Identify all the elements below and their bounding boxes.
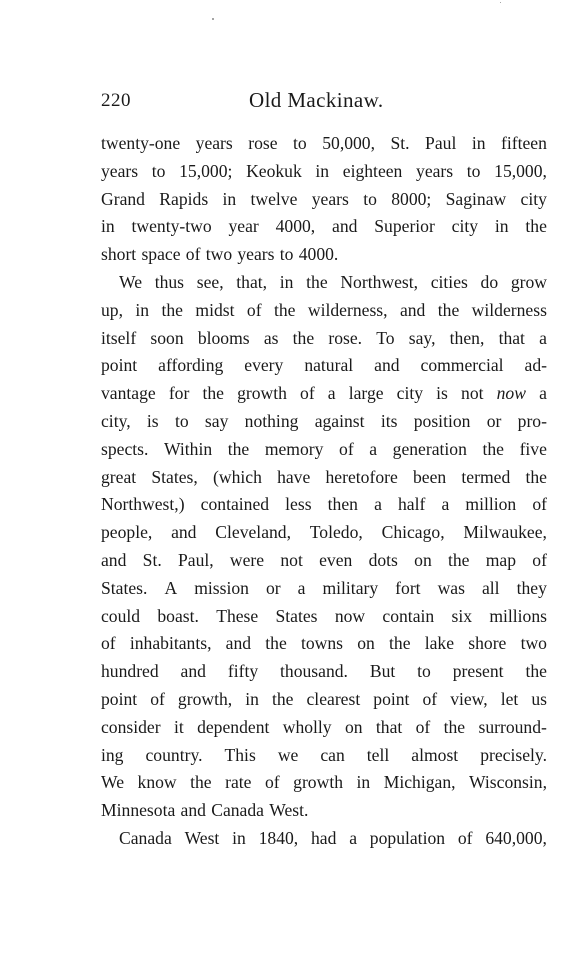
text-line: Northwest,) contained less then a half a million of [101,494,547,515]
running-head: Old Mackinaw. [249,88,384,112]
body-text [101,130,547,853]
text-line: twenty-one years rose to 50,000, St. Paul in fifteen [101,133,547,153]
text-line: We thus see, that, in the Northwest, cities do grow [119,271,547,292]
text-line: years to 15,000; Keokuk in eighteen years to 15,000, [101,160,547,181]
text-line: We know the rate of growth in Michigan, Wisconsin, [101,772,547,793]
text-line: itself soon blooms as the rose. To say, then, that a [101,327,547,348]
text-line: Canada West in 1840, had a population of 640,000, [119,827,547,848]
text-line: great States, (which have heretofore been termed the [101,466,547,487]
text-line: and St. Paul, were not even dots on the map of [101,549,547,570]
text-line: up, in the midst of the wilderness, and the wilderness [101,299,547,320]
print-speck [212,18,214,20]
text-line: Grand Rapids in twelve years to 8000; Saginaw city [101,188,547,209]
text-line: consider it dependent wholly on that of the surround- [101,716,547,737]
text-line: hundred and fifty thousand. But to present the [101,661,547,682]
text-line: point affording every natural and commercial ad- [101,355,547,376]
text-line: short space of two years to 4000. [101,244,339,265]
text-line: vantage for the growth of a large city is not now a [101,383,547,404]
text-line: spects. Within the memory of a generation the five [101,438,547,459]
text-line: States. A mission or a military fort was all they [101,577,547,598]
text-line: Minnesota and Canada West. [101,800,309,821]
text-line: could boast. These States now contain six millions [101,605,547,626]
print-speck [500,2,501,3]
text-line: point of growth, in the clearest point of view, let us [101,688,547,709]
text-line: in twenty-two year 4000, and Superior city in the [101,216,547,237]
text-line: of inhabitants, and the towns on the lake shore two [101,633,547,654]
page-header [101,86,547,116]
page-number: 220 [101,90,131,111]
text-line: people, and Cleveland, Toledo, Chicago, Milwaukee, [101,522,547,543]
text-line: ing country. This we can tell almost precisely. [101,744,547,765]
text-line: city, is to say nothing against its position or pro- [101,410,547,431]
